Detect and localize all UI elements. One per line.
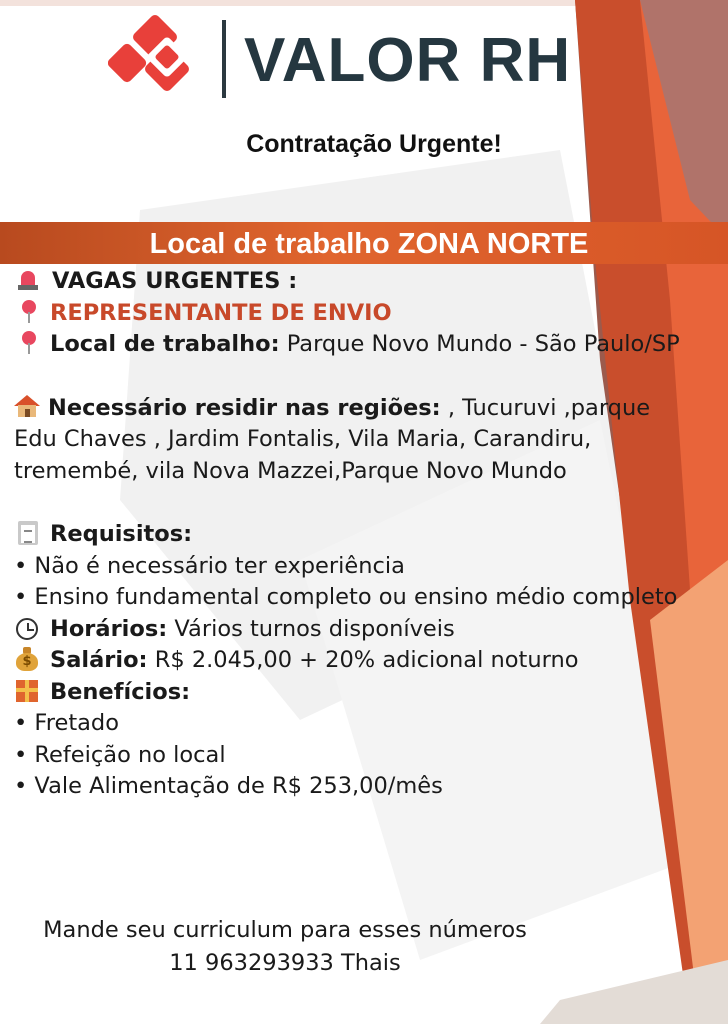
requirement-item: • Ensino fundamental completo ou ensino médio completo bbox=[14, 584, 678, 610]
role-line bbox=[14, 298, 694, 330]
brand-name: VALOR RH bbox=[244, 26, 572, 95]
benefit-item: • Refeição no local bbox=[14, 741, 226, 768]
requirements-title-line bbox=[14, 519, 694, 551]
location-value: Parque Novo Mundo - São Paulo/SP bbox=[279, 331, 680, 357]
benefit-item: • Fretado bbox=[14, 710, 119, 736]
contact-instruction: Mande seu curriculum para esses números bbox=[43, 917, 527, 943]
gift-icon bbox=[16, 680, 38, 702]
benefits-label: Benefícios: bbox=[50, 678, 191, 705]
headline: Contratação Urgente! bbox=[246, 130, 502, 158]
clipboard-icon bbox=[18, 521, 38, 545]
pushpin-icon bbox=[22, 300, 36, 324]
regions-label: Necessário residir nas regiões: bbox=[48, 394, 441, 421]
schedule-label: Horários: bbox=[50, 615, 168, 642]
salary-value: R$ 2.045,00 + 20% adicional noturno bbox=[147, 647, 579, 673]
valor-rh-logo-icon bbox=[108, 12, 208, 108]
pushpin-icon bbox=[22, 331, 36, 355]
regions-line bbox=[14, 393, 694, 488]
salary-line bbox=[14, 645, 694, 677]
location-line bbox=[14, 329, 694, 361]
regions-value: , Tucuruvi ,parque Edu Chaves , Jardim Fontalis, Vila Maria, Carandiru, tremembé, vila Nova Mazzei,Parque Novo Mundo bbox=[14, 394, 651, 484]
benefits-title-line bbox=[14, 677, 694, 709]
contact-phone: 11 963293933 Thais bbox=[169, 950, 401, 976]
house-icon bbox=[14, 395, 40, 417]
job-details bbox=[14, 266, 694, 803]
siren-icon bbox=[18, 269, 38, 291]
job-role: REPRESENTANTE DE ENVIO bbox=[50, 299, 392, 326]
schedule-line bbox=[14, 614, 694, 646]
clock-icon bbox=[16, 618, 38, 640]
benefit-item: • Vale Alimentação de R$ 253,00/mês bbox=[14, 773, 443, 799]
location-label: Local de trabalho: bbox=[50, 331, 280, 357]
money-bag-icon: $ bbox=[16, 647, 38, 671]
contact-footer bbox=[0, 914, 560, 980]
requirements-label: Requisitos: bbox=[50, 521, 193, 547]
logo-divider bbox=[222, 20, 226, 98]
vagas-title-line bbox=[14, 266, 694, 298]
vagas-title: VAGAS URGENTES : bbox=[52, 268, 298, 294]
schedule-value: Vários turnos disponíveis bbox=[167, 615, 455, 642]
banner-title: Local de trabalho ZONA NORTE bbox=[149, 228, 589, 260]
salary-label: Salário: bbox=[50, 647, 148, 673]
requirement-item: • Não é necessário ter experiência bbox=[14, 552, 405, 579]
